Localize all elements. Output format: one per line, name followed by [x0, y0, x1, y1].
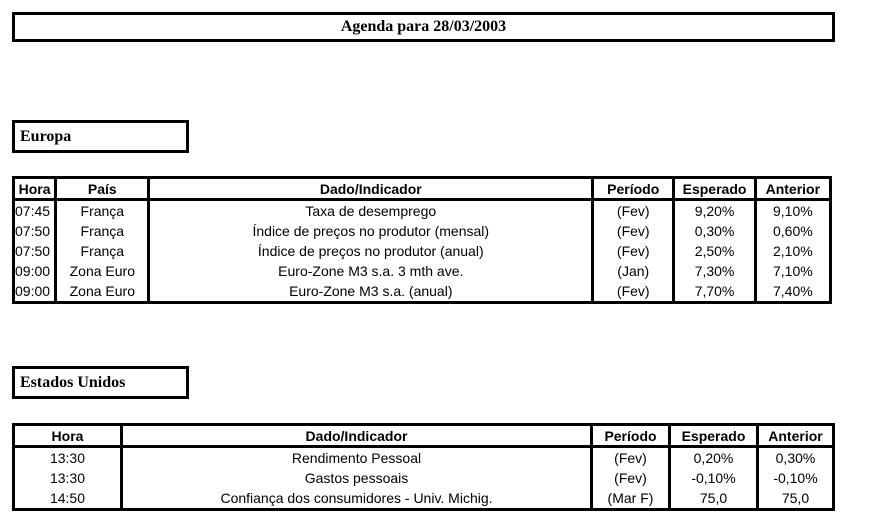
cell-anterior: 7,10% [755, 261, 830, 281]
cell-esperado: -0,10% [670, 468, 758, 488]
cell-pais: Zona Euro [56, 261, 149, 281]
cell-indicador: Confiança dos consumidores - Univ. Michig. [122, 488, 592, 510]
cell-esperado: 0,30% [674, 221, 755, 241]
column-header-pais: País [56, 178, 149, 200]
cell-periodo: (Fev) [592, 468, 670, 488]
cell-indicador: Gastos pessoais [122, 468, 592, 488]
cell-esperado: 9,20% [674, 200, 755, 222]
column-header-periodo: Período [592, 425, 670, 447]
column-header-hora: Hora [14, 425, 122, 447]
cell-hora: 07:50 [15, 223, 51, 239]
column-header-indicador: Dado/Indicador [122, 425, 592, 447]
cell-esperado: 7,30% [674, 261, 755, 281]
europa-agenda-table [12, 176, 832, 304]
cell-esperado: 75,0 [670, 488, 758, 510]
section-title-europa: Europa [12, 120, 189, 153]
table-header-row [14, 425, 834, 447]
cell-pais: Zona Euro [56, 281, 149, 303]
cell-hora: 13:30 [49, 450, 86, 466]
page-title: Agenda para 28/03/2003 [12, 12, 835, 42]
cell-periodo: (Fev) [593, 241, 674, 261]
cell-indicador: Taxa de desemprego [149, 200, 593, 222]
cell-hora: 09:00 [15, 283, 51, 299]
cell-pais: França [56, 241, 149, 261]
column-header-esperado: Esperado [674, 178, 755, 200]
cell-periodo: (Fev) [593, 221, 674, 241]
column-header-anterior: Anterior [758, 425, 834, 447]
cell-anterior: -0,10% [758, 468, 834, 488]
cell-anterior: 75,0 [758, 488, 834, 510]
section-title-estados-unidos: Estados Unidos [12, 366, 189, 399]
table-row [14, 488, 834, 510]
table-row [14, 447, 834, 469]
cell-periodo: (Mar F) [592, 488, 670, 510]
column-header-anterior: Anterior [755, 178, 830, 200]
cell-periodo: (Fev) [592, 447, 670, 469]
table-row [14, 281, 831, 303]
cell-anterior: 7,40% [755, 281, 830, 303]
cell-indicador: Rendimento Pessoal [122, 447, 592, 469]
cell-indicador: Euro-Zone M3 s.a. (anual) [149, 281, 593, 303]
column-header-hora: Hora [14, 178, 56, 200]
cell-hora: 07:45 [15, 203, 51, 219]
cell-periodo: (Fev) [593, 281, 674, 303]
cell-esperado: 7,70% [674, 281, 755, 303]
column-header-esperado: Esperado [670, 425, 758, 447]
cell-hora: 13:30 [49, 470, 86, 486]
column-header-indicador: Dado/Indicador [149, 178, 593, 200]
table-row [14, 241, 831, 261]
table-header-row [14, 178, 831, 200]
cell-pais: França [56, 221, 149, 241]
cell-pais: França [56, 200, 149, 222]
table-row [14, 200, 831, 222]
cell-anterior: 2,10% [755, 241, 830, 261]
cell-esperado: 2,50% [674, 241, 755, 261]
cell-indicador: Índice de preços no produtor (anual) [149, 241, 593, 261]
cell-hora: 14:50 [49, 490, 86, 506]
cell-esperado: 0,20% [670, 447, 758, 469]
cell-hora: 07:50 [15, 243, 51, 259]
cell-anterior: 0,60% [755, 221, 830, 241]
cell-anterior: 0,30% [758, 447, 834, 469]
eua-agenda-table [12, 423, 835, 511]
table-row [14, 468, 834, 488]
table-row [14, 221, 831, 241]
cell-indicador: Euro-Zone M3 s.a. 3 mth ave. [149, 261, 593, 281]
cell-anterior: 9,10% [755, 200, 830, 222]
cell-periodo: (Fev) [593, 200, 674, 222]
table-row [14, 261, 831, 281]
cell-indicador: Índice de preços no produtor (mensal) [149, 221, 593, 241]
cell-hora: 09:00 [15, 263, 51, 279]
column-header-periodo: Período [593, 178, 674, 200]
cell-periodo: (Jan) [593, 261, 674, 281]
